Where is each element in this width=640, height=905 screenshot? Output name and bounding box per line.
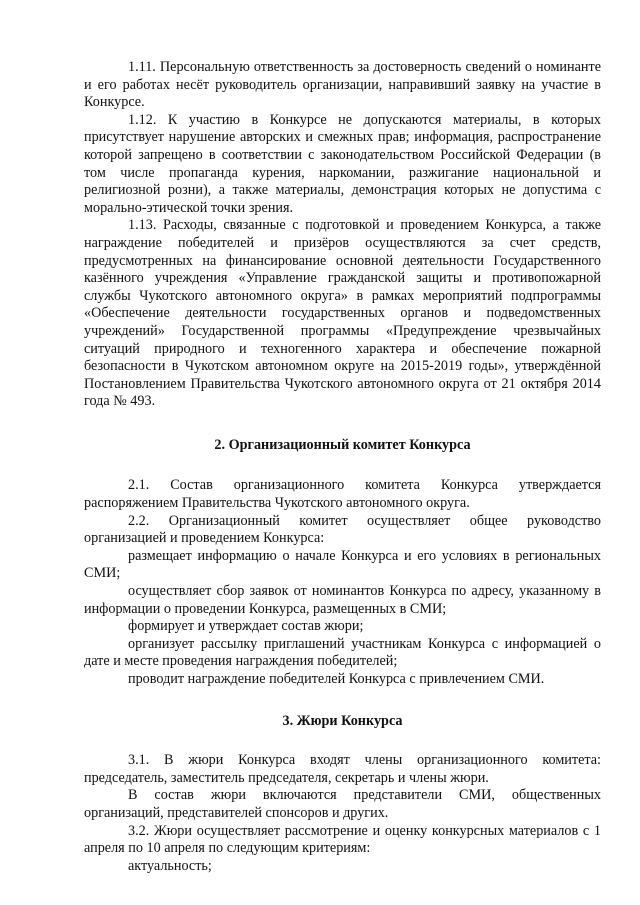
section-heading-3: 3. Жюри Конкурса	[282, 712, 403, 729]
list-item-2-2-c: формирует и утверждает состав жюри;	[128, 618, 364, 635]
list-item-2-2-a: размещает информацию о начале Конкурса и его условиях в региональных СМИ;	[84, 547, 601, 582]
list-item-2-2-e: проводит награждение победителей Конкурса с привлечением СМИ.	[128, 671, 545, 687]
list-item-2-2-b: осуществляет сбор заявок от номинантов Конкурса по адресу, указанному в информации о проведении Конкурса, размещенных в СМИ;	[84, 583, 601, 617]
section-heading-2: 2. Организационный комитет Конкурса	[214, 436, 471, 453]
document-body	[84, 59, 601, 875]
paragraph-2-2: 2.2. Организационный комитет осуществляет общее руководство организацией и проведением Конкурса:	[84, 512, 601, 547]
paragraph-2-1: 2.1. Состав организационного комитета Конкурса утверждается распоряжением Правительства Чукотского автономного округа.	[84, 477, 601, 512]
paragraph-1-12: 1.12. К участию в Конкурсе не допускаются материалы, в которых присутствует нарушение авторских и смежных прав; информация, распространение которой запрещено в соответствии с законодательством Российской Федерации (в том числе пропаганда курения, наркомании, разжигание национальной и религиозной розни), а также материалы, демонстрация которых не допустима с морально-этической точки зрения.	[84, 111, 601, 216]
list-item-3-2-a: актуальность;	[128, 857, 212, 874]
paragraph-3-1-b: В состав жюри включаются представители СМИ, общественных организаций, представителей спонсоров и других.	[84, 787, 601, 821]
paragraph-3-2: 3.2. Жюри осуществляет рассмотрение и оценку конкурсных материалов с 1 апреля по 10 апреля по следующим критериям:	[84, 822, 601, 857]
paragraph-3-1: 3.1. В жюри Конкурса входят члены организационного комитета: председатель, заместитель председателя, секретарь и члены жюри.	[84, 752, 601, 786]
paragraph-1-13: 1.13. Расходы, связанные с подготовкой и проведением Конкурса, а также награждение победителей и призёров осуществляются за счет средств, предусмотренных на финансирование основной деятельности Государственного казённого учреждения «Управление гражданской защиты и противопожарной службы Чукотского автономного округа» в рамках мероприятий подпрограммы «Обеспечение деятельности государственных органов и подведомственных учреждений» Государственной программы «Предупреждение чрезвычайных ситуаций природного и техногенного характера и обеспечение пожарной безопасности в Чукотском автономном округе на 2015-2019 годы», утверждённой Постановлением Правительства Чукотского автономного округа от 21 октября 2014 года № 493.	[84, 217, 601, 410]
list-item-2-2-d: организует рассылку приглашений участникам Конкурса с информацией о дате и месте проведения награждения победителей;	[84, 635, 601, 670]
paragraph-1-11: 1.11. Персональную ответственность за достоверность сведений о номинанте и его работах несёт руководитель организации, направивший заявку на участие в Конкурсе.	[84, 59, 601, 111]
